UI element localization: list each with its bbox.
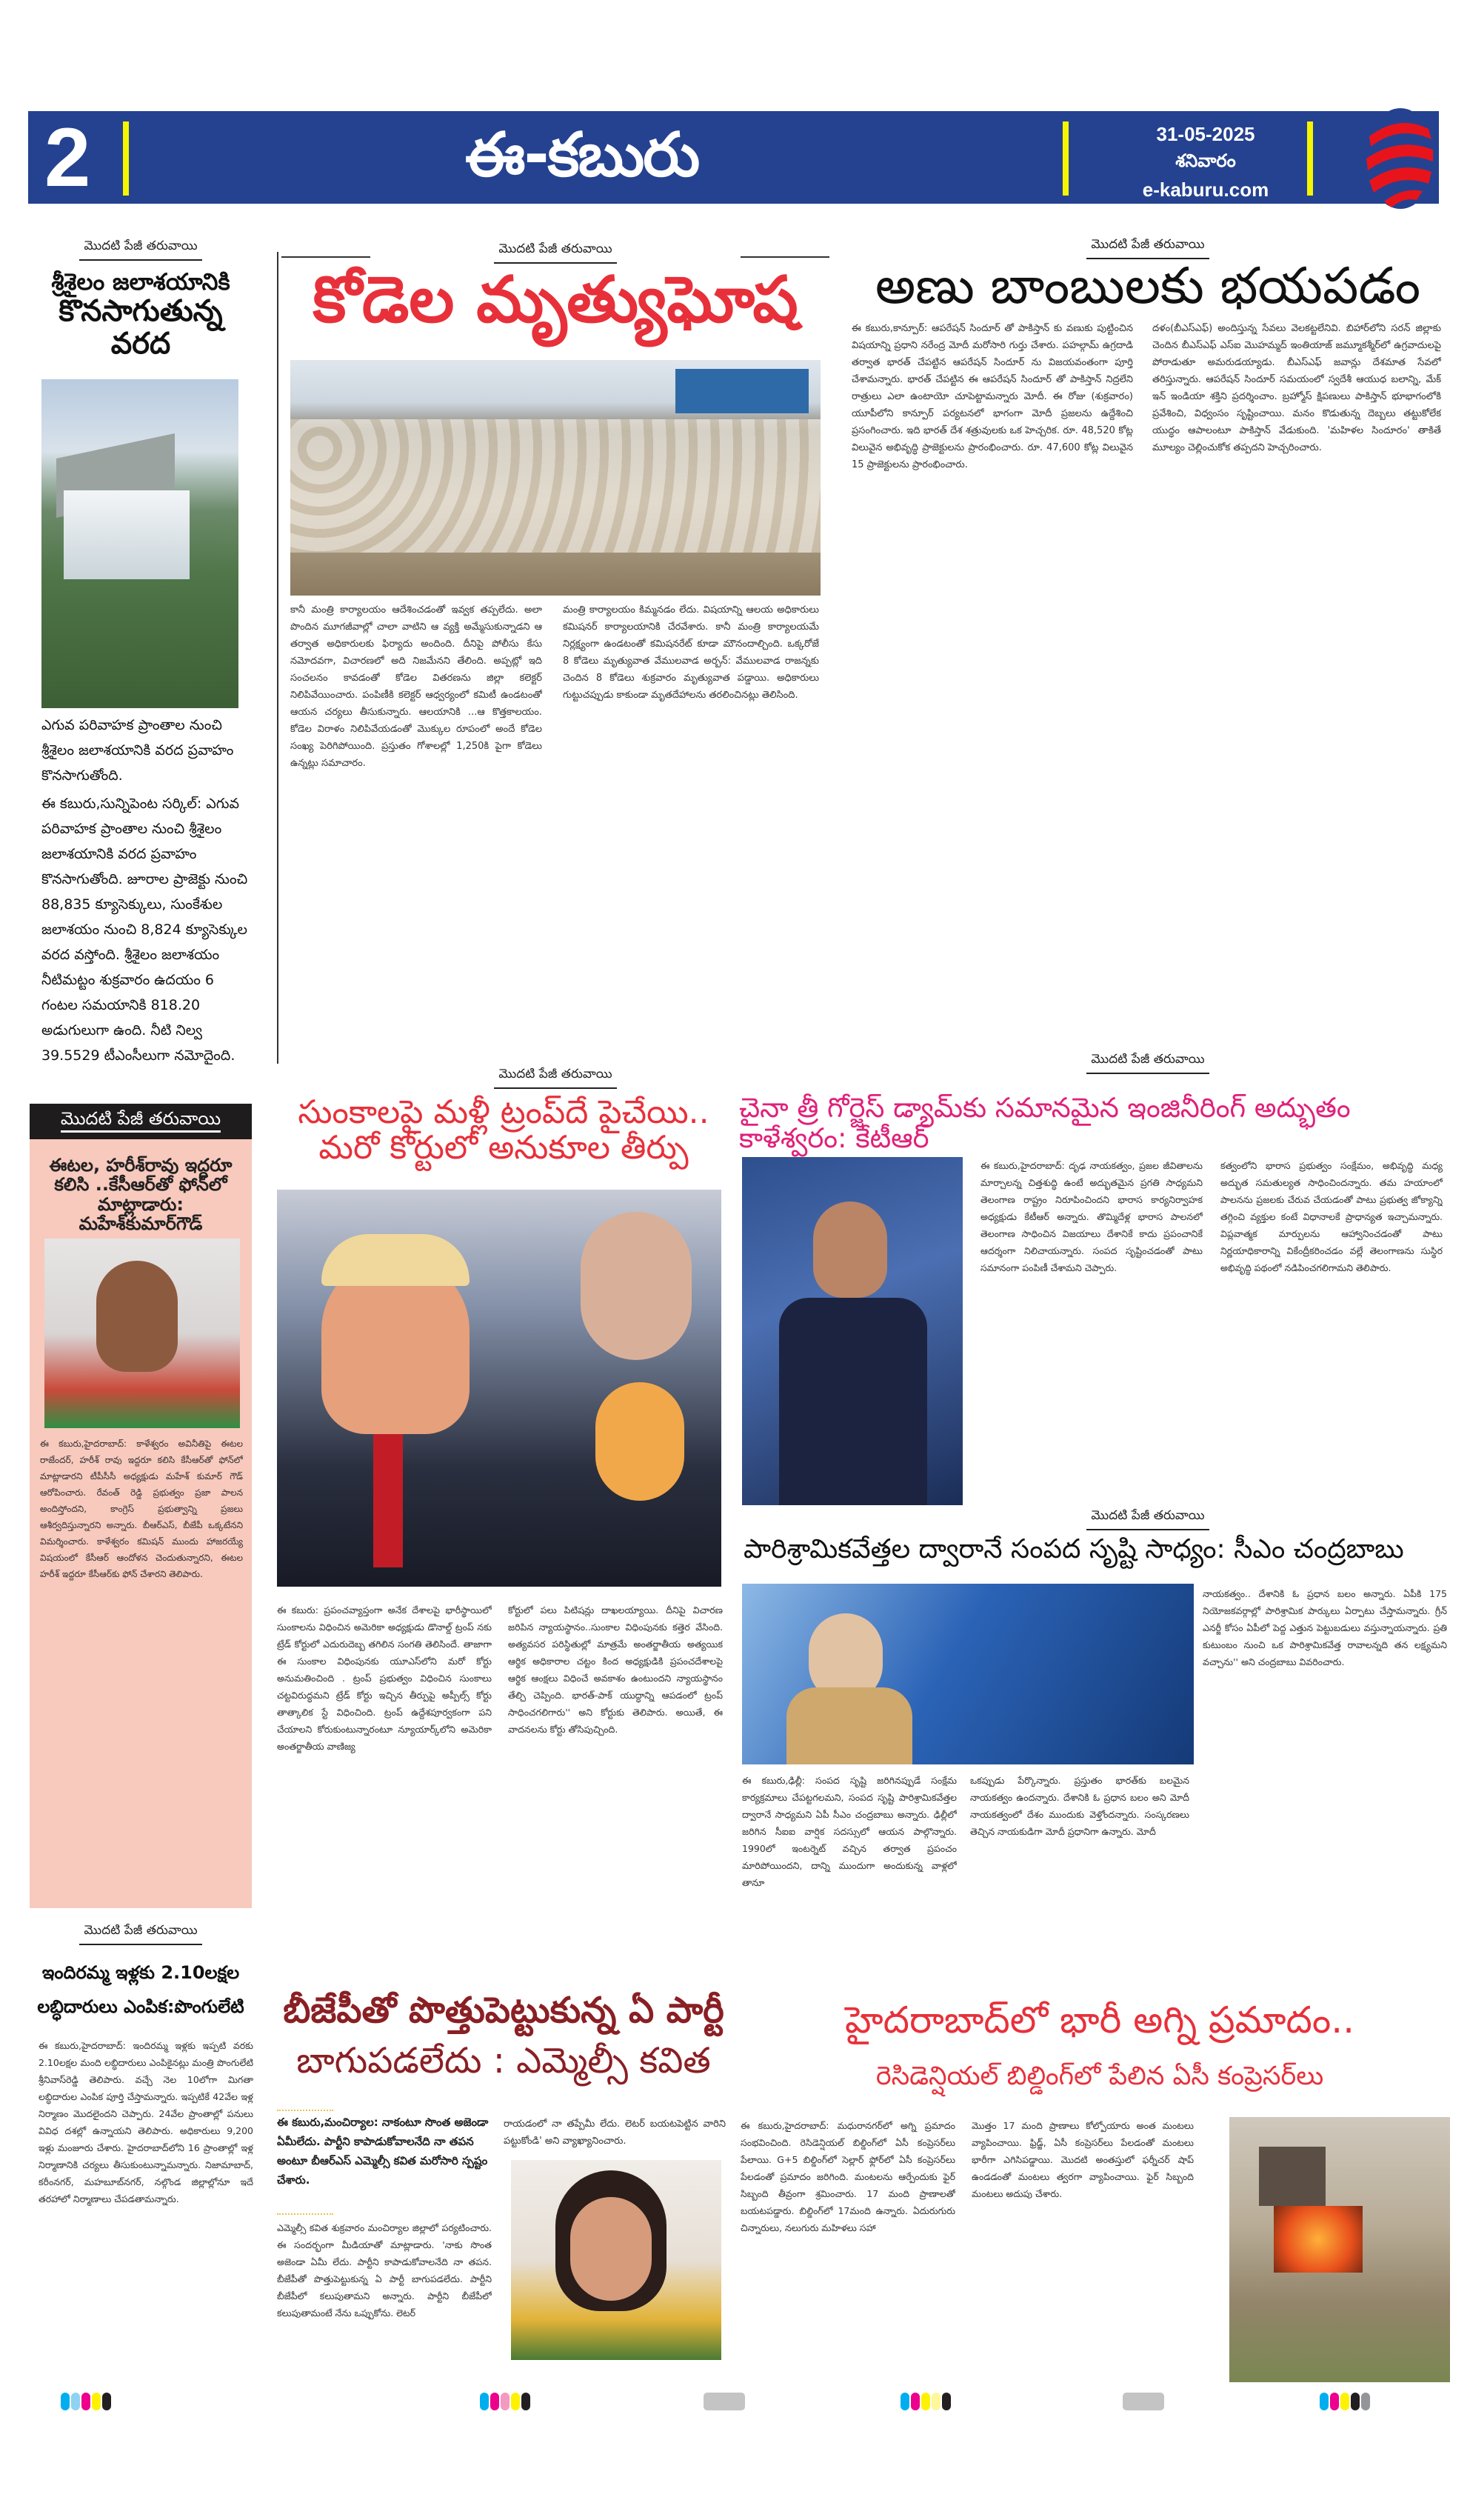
masthead-divider: [123, 121, 129, 196]
kicker-row: మొదటి పేజీ తరువాయి: [844, 1508, 1451, 1530]
headline: శ్రీశైలం జలాశయానికి కొనసాగుతున్న వరద: [51, 269, 230, 361]
article-column: మంత్రి కార్యాలయం కిమ్మనడం లేదు. విషయాన్ని ఆలయ అధికారులు కమిషనర్ కార్యాలయానికి చేరవేశారు. కానీ మంత్రి కార్యాలయమే నిర్లక్ష్యంగా ఉండటంతో కమిషనరేట్ కూడా మౌనందాల్చింది. ఒక్కరోజే 8 కోడెలు మృత్యువాత వేములవాడ అర్బన్: వేములవాడ రాజన్నకు చెందిన 8 కోడెలు శుక్రవారం మృత్యువాత పడ్డాయి. అధికారులు గుట్టుచప్పుడు కాకుండా మృతదేహాలను తరలించినట్లు తెలిసింది.: [563, 604, 819, 701]
article-column: ఎమ్మెల్సీ కవిత శుక్రవారం మంచిర్యాల జిల్లాలో పర్యటించారు. ఈ సందర్భంగా మీడియాతో మాట్లాడారు. 'నాకు సొంత అజెండా ఏమీ లేదు. పార్టీని కాపాడుకోవాలనేది నా తపన. బీజేపీతో పొత్తుపెట్టుకున్న ఏ పార్టీ బాగుపడలేదు. పార్టీని బీజేపీలో కలుపుతామని అన్నారు. పార్టీని బీజేపీలో కలుపుతామంటే నేను ఒప్పుకోను. లెటర్: [277, 2222, 492, 2319]
article-column: ఈ కబురు,హైదరాబాద్: మధురానగర్‌లో అగ్ని ప్రమాదం సంభవించింది. రెసిడెన్షియల్ బిల్డింగ్‌లో ఏసీ కంప్రెసర్‌లు పేలాయి. G+5 బిల్డింగ్‌లో సెల్లార్ ఫ్లోర్‌లో ఏసీ కంప్రెసర్‌లు పేలడంతో ప్రమాదం జరిగింది. మంటలను ఆర్పేందుకు ఫైర్ సిబ్బంది తీవ్రంగా శ్రమించారు. 17 మంది ప్రాణాలతో బయటపడ్డారు. బిల్డింగ్‌లో 17మంది ఉన్నారు. ఏదురుగురు చిన్నారులు, నలుగురు మహిళలు సహా: [741, 2120, 955, 2233]
article-kodelu-kicker: మొదటి పేజీ తరువాయి: [281, 241, 829, 264]
article-column: కత్వంలోని భారాస ప్రభుత్వం సంక్షేమం, అభివృద్ధి మధ్య అద్భుత సమతుల్యత సాధించిందన్నారు. తమ హయాంలో పాలనను ప్రజలకు చేరువ చేయడంతో పాటు ప్రభుత్వ జోక్యాన్ని తగ్గించి వ్యక్తుల కంటే విధానాలకే ప్రాధాన్యత ఇచ్చామన్నారు. విప్లవాత్మక మార్పులను ఆహ్వానించడంతో పాటు నిర్ణయాధికారాన్ని వికేంద్రీకరించడం వల్లే తెలంగాణను సుస్థిర అభివృద్ధి పథంలో నడిపించగలిగామని తెలిపారు.: [1220, 1160, 1443, 1273]
kicker-row: మొదటి పేజీ తరువాయి: [844, 1052, 1451, 1074]
divider: [277, 2213, 333, 2215]
article-srisailam: [30, 239, 252, 360]
issue-weekday: శనివారం: [1175, 151, 1236, 171]
frame-left: [277, 252, 278, 1064]
headline: హైదరాబాద్‌లో భారీ అగ్ని ప్రమాదం..: [845, 1999, 1354, 2041]
article-column: మొత్తం 17 మంది ప్రాణాలు కోల్పోయారు అంత మంటలు వ్యాపించాయి. ఫ్రిడ్జ్, ఏసీ కంప్రెసర్‌లు పేలడంతో మంటలు భారీగా ఎగిసిపడ్డాయి. మొదటి అంతస్తులో ఫర్నీచర్ షాప్ ఉండడంతో మంటలు త్వరగా వ్యాపించాయి. ఫైర్ సిబ్బంది మంటలు అదుపు చేశారు.: [972, 2120, 1194, 2199]
headline: అణు బాంబులకు భయపడం: [875, 257, 1421, 316]
page-number: 2: [44, 111, 91, 204]
subheadline: రెసిడెన్షియల్ బిల్డింగ్‌లో పేలిన ఏసీ కంప్రెసర్‌లు: [875, 2061, 1324, 2091]
headline: బీజేపీతో పొత్తుపెట్టుకున్న ఏ పార్టీ బాగుపడలేదు : ఎమ్మెల్సీ కవిత: [283, 1990, 724, 2081]
headline: సుంకాలపై మళ్లీ ట్రంప్‌దే పైచేయి.. మరో కోర్టులో అనుకూల తీర్పు: [298, 1093, 709, 1167]
masthead-divider: [1063, 121, 1069, 196]
kavitha-photo: [511, 2160, 721, 2360]
article-column: దళం(బీఎస్ఎఫ్) అందిస్తున్న సేవలు వెలకట్టలేనివి. బిహార్‌లోని సరన్ జిల్లాకు చెందిన బీఎస్ఎఫ్ ఎస్ఐ మొహమ్మద్ ఇంతియాజ్ జమ్మూకశ్మీర్‌లో ఉగ్రవాదులపై పోరాడుతూ అమరుడయ్యాడు. బీఎస్ఎఫ్ జవాన్లు దేశమాత సేవలో తరిస్తున్నారు. ఆపరేషన్ సిందూర్ సమయంలో స్వదేశీ ఆయుధ బలాన్ని, మేక్ ఇన్ ఇండియా శక్తిని ప్రదర్శించాం. బ్రహ్మోస్ క్షిపణులు పాకిస్తాన్ భూభాగంలోకి ప్రవేశించి, విధ్వంసం సృష్టించాయి. మనం కొడుతున్న దెబ్బలు తట్టుకోలేక యుద్ధం ఆపాలంటూ పాకిస్తాన్ వేడుకుంది. 'మహిళల సిందూరం' తాకితే మూల్యం చెల్లించుకోక తప్పదని హెచ్చరించారు.: [1152, 323, 1441, 453]
article-column: ఒకప్పుడు పేర్కొన్నారు. ప్రస్తుతం భారత్‌కు బలమైన నాయకత్వం ఉందన్నారు. దేశానికి ఓ ప్రధాన బలం అని మోదీ నాయకత్వంలో దేశం ముందుకు వెళ్తోందన్నారు. సంస్కరణలు తెచ్చిన నాయకుడిగా మోదీ ప్రధానిగా ఉన్నారు. మోదీ: [970, 1775, 1189, 1837]
masthead-divider: [1307, 121, 1313, 196]
kicker-row: మొదటి పేజీ తరువాయి: [281, 1067, 829, 1089]
article-mahesh: [30, 1139, 252, 1908]
print-color-marks: [61, 2393, 111, 2410]
divider: [277, 2110, 333, 2111]
print-color-marks: [901, 2393, 951, 2410]
article-lead: ఈ కబురు,మంచిర్యాల: నాకంటూ సొంత అజెండా ఏమీలేదు. పార్టీని కాపాడుకోవాలనేది నా తపన అంటూ బీఆర్ఎస్ ఎమ్మెల్సీ కవిత మరోసారి స్పష్టం చేశారు.: [277, 2116, 489, 2187]
headline: చైనా త్రీ గోర్జెస్ డ్యామ్‌కు సమానమైన ఇంజినీరింగ్ అద్భుతం కాళేశ్వరం: కేటీఆర్: [739, 1092, 1351, 1154]
website-link[interactable]: e-kaburu.com: [1142, 179, 1269, 201]
article-column: ఈ కబురు,కాన్పూర్: ఆపరేషన్ సిందూర్ తో పాకిస్తాన్ కు వణుకు పుట్టించిన విషయాన్ని ప్రధాని నరేంద్ర మోదీ మరోసారి గుర్తు చేశారు. పహల్గామ్ ఉగ్రదాడి తర్వాత భారత్ చేపట్టిన ఆపరేషన్ సిందూర్ ను విజయవంతంగా పూర్తి చేశామన్నారు. భారత్ చేపట్టిన ఈ ఆపరేషన్ సిందూర్ తో పాకిస్తాన్ నిద్రలేని రాత్రులు ఎలా ఉంటాయో చూపెట్టామన్నారు మోదీ. ఈ రోజు (శుక్రవారం) యూపీలోని కాన్పూర్ పర్యటనలో భాగంగా మోదీ ప్రజలను ఉద్దేశించి ప్రసంగించారు. ఇది భారత్ దేశ శత్రువులకు ఒక హెచ్చరిక. రూ. 48,520 కోట్ల విలువైన అభివృద్ధి ప్రాజెక్టులను ప్రారంభించారు. రూ. 47,600 కోట్ల విలువైన 15 ప్రాజెక్టులను ప్రారంభించారు.: [852, 323, 1133, 470]
print-color-marks: [480, 2393, 530, 2410]
headline: ఇందిరమ్మ ఇళ్లకు 2.10లక్షల లబ్ధిదారులు ఎంపిక:పొంగులేటి: [37, 1962, 244, 2017]
headline: కోడెల మృత్యుఘోష: [313, 263, 798, 337]
burning-building-photo: [1229, 2117, 1450, 2382]
ktr-speaking-photo: [742, 1157, 963, 1505]
article-srisailam-body: ఎగువ పరివాహక ప్రాంతాల నుంచి శ్రీశైలం జలాశయానికి వరద ప్రవాహం కొనసాగుతోంది. ఈ కబురు,సున్నిపెంట సర్కిల్: ఎగువ పరివాహక ప్రాంతాల నుంచి శ్రీశైలం జలాశయానికి వరద ప్రవాహం కొనసాగుతోంది. జూరాల ప్రాజెక్టు నుంచి 88,835 క్యూసెక్కులు, సుంకేశుల జలాశయం నుంచి 8,824 క్యూసెక్కుల వరద వస్తోంది. శ్రీశైలం జలాశయం నీటిమట్టం శుక్రవారం ఉదయం 6 గంటల సమయానికి 818.20 అడుగులుగా ఉంది. నీటి నిల్వ 39.5529 టీఎంసీలుగా నమోదైంది.: [41, 717, 248, 1064]
article-column: రాయడంలో నా తప్పేమీ లేదు. లెటర్ బయటపెట్టిన వారిని పట్టుకోండి' అని వ్యాఖ్యానించారు.: [504, 2119, 726, 2147]
article-column: కోర్టులో పలు పిటిషన్లు దాఖలయ్యాయి. దీనిపై విచారణ జరిపిన న్యాయస్థానం..సుంకాల విధింపునకు కత్తెర వేసింది. అత్యవసర పరిస్థితుల్లో మాత్రమే అంతర్జాతీయ అత్యయిక ఆర్థిక అధికారాల చట్టం కింద అధ్యక్షుడికి ప్రపంచదేశాలపై ఆర్థిక ఆంక్షలు విధించే అవకాశం ఉంటుందని న్యాయస్థానం తేల్చి చెప్పింది. భారత్-పాక్ యుద్ధాన్ని ఆపడంలో ట్రంప్ సాధించగలిగారు'' అని కోర్టుకు తెలిపారు. అయితే, ఈ వాదనలను కోర్టు తోసిపుచ్చింది.: [508, 1604, 723, 1735]
newspaper-title: ఈ-కబురు: [465, 120, 699, 190]
print-color-marks: [1320, 2393, 1370, 2410]
article-column: ఈ కబురు,ఢిల్లీ: సంపద సృష్టి జరిగినప్పుడే సంక్షేమ కార్యక్రమాలు చేపట్టగలమని, సంపద సృష్టి పారిశ్రామికవేత్తల ద్వారానే సాధ్యమని ఏపీ సీఎం చంద్రబాబు అన్నారు. ఢిల్లీలో జరిగిన సీఐఐ వార్షిక సదస్సులో ఆయన పాల్గొన్నారు. 1990లో ఇంటర్నెట్ వచ్చిన తర్వాత ప్రపంచం మారిపోయిందని, దాన్ని ముందుగా అందుకున్న వాళ్లలో తానూ: [742, 1775, 957, 1888]
dam-spillway-photo: [41, 379, 238, 708]
article-column: ఈ కబురు: ప్రపంచవ్యాప్తంగా అనేక దేశాలపై భారీస్థాయిలో సుంకాలను విధించిన అమెరికా అధ్యక్షుడు డొనాల్డ్ ట్రంప్ నకు ట్రేడ్ కోర్టులో ఎదురుదెబ్బ తగిలిన సంగతి తెలిసిందే. తాజాగా ఈ సుంకాల విధింపునకు యూఎస్‌లోని మరో కోర్టు అనుమతించింది . ట్రంప్ ప్రభుత్వం విధించిన సుంకాలు చట్టవిరుద్ధమని ట్రేడ్ కోర్టు ఇచ్చిన తీర్పుపై అప్పీల్స్ కోర్టు తాత్కాలిక స్టే విధించింది. ట్రంప్ ఉద్దేశపూర్వకంగా పని చేయాలని కోరుకుంటున్నారంటూ న్యూయార్క్‌లోని అమెరికా అంతర్జాతీయ వాణిజ్య: [277, 1604, 492, 1752]
headline: పారిశ్రామికవేత్తల ద్వారానే సంపద సృష్టి సాధ్యం: సీఎం చంద్రబాబు: [744, 1534, 1404, 1564]
kicker-row: మొదటి పేజీ తరువాయి: [30, 1923, 252, 1945]
article-anu-kicker: మొదటి పేజీ తరువాయి: [844, 237, 1451, 259]
article-column: ఈ కబురు,హైదరాబాద్: కాళేశ్వరం అవినీతిపై ఈటల రాజేందర్, హరీశ్ రావు ఇద్దరూ కలిసి కేసీఆర్‌తో ఫోన్‌లో మాట్లాడారని టీపీసీసీ అధ్యక్షుడు మహేశ్ కుమార్ గౌడ్ ఆరోపించారు. రేవంత్ రెడ్డి ప్రభుత్వం ప్రజా పాలన అందిస్తోందని, కాంగ్రెస్ ప్రభుత్వాన్ని ప్రజలు ఆశీర్వదిస్తున్నారని అన్నారు. బీఆర్ఎస్, బీజేపీ ఒక్కటేనని విమర్శించారు. కాళేశ్వరం కమిషన్ ముందు హాజరయ్యే విషయంలో కేసీఆర్ ఆందోళన చెందుతున్నారని, ఈటల హరీశ్ ఇద్దరూ కేసీఆర్‌కు ఫోన్ చేశారని తెలిపారు.: [40, 1439, 243, 1579]
mahesh-kumar-goud-photo: [44, 1239, 240, 1428]
article-column: ఈ కబురు,హైదరాబాద్: ఇందిరమ్మ ఇళ్లకు ఇప్పటి వరకు 2.10లక్షల మంది లబ్ధిదారులు ఎంపికైనట్లు మంత్రి పొంగులేటి శ్రీనివాస్‌రెడ్డి తెలిపారు. వచ్చే నెల 10లోగా మిగతా లబ్ధిదారుల ఎంపిక పూర్తి చేస్తామన్నారు. ఇప్పటికే 42వేల ఇళ్ల నిర్మాణం మొదలైందని చెప్పారు. 24వేల ప్రాంతాల్లో పనులు వివిధ దశల్లో ఉన్నాయని తెలిపారు. అధికారులు 9,200 ఇళ్లు మంజూరు చేశారు. హైదరాబాద్‌లోని 16 ప్రాంతాల్లో ఇళ్ల నిర్మాణానికి చర్యలు తీసుకుంటున్నామన్నారు. నిజామాబాద్, కరీంనగర్, మహబూబ్‌నగర్, నల్గొండ జిల్లాల్లోనూ ఇదే తరహాలో నిర్మాణాలు చేపడతామన్నారు.: [39, 2040, 253, 2204]
issue-date: 31-05-2025: [1156, 123, 1255, 145]
print-grey-patch: [704, 2393, 745, 2410]
article-column: నాయకత్వం.. దేశానికి ఓ ప్రధాన బలం అన్నారు. ఏపీకి 175 నియోజకవర్గాల్లో పారిశ్రామిక పార్కులు ఏర్పాటు చేస్తామన్నారు. గ్రీన్ ఎనర్జీ కోసం ఏపీలో పెద్ద ఎత్తున పెట్టుబడులు వస్తున్నాయన్నారు. ప్రతి కుటుంబం నుంచి ఒక పారిశ్రామికవేత్త రావాలన్నది తన లక్ష్యమని వచ్చాను'' అని చంద్రబాబు వివరించారు.: [1203, 1588, 1447, 1667]
trump-meeting-photo: [277, 1190, 721, 1587]
section-kicker: మొదటి పేజీ తరువాయి: [30, 239, 252, 261]
masthead: [28, 111, 1439, 204]
newspaper-logo-icon: [1354, 107, 1436, 210]
cattle-shed-photo: [290, 360, 821, 596]
masthead-date-block: [1117, 121, 1294, 203]
headline: ఈటల, హరీశ్‌రావు ఇద్దరూ కలిసి ..కేసీఆర్‌తో ఫోన్‌లో మాట్లాడారు: మహేశ్‌కుమార్‌గౌడ్: [49, 1155, 233, 1235]
kicker-banner: మొదటి పేజీ తరువాయి: [30, 1104, 252, 1139]
print-grey-patch: [1123, 2393, 1164, 2410]
article-column: కానీ మంత్రి కార్యాలయం ఆదేశించడంతో ఇవ్వక తప్పలేదు. అలా పొందిన మూగజీవాల్లో చాలా వాటిని ఆ వ్యక్తి అమ్మేసుకున్నాడని ఆ తర్వాత అధికారులకు ఫిర్యాదు అందింది. దీనిపై పోలీసు కేసు నమోదవగా, విచారణలో అది నిజమేనని తేలింది. అప్పట్లో ఇది సంచలనం కావడంతో కోడెల వితరణను జిల్లా కలెక్టర్ నిలిపివేయించారు. పంపిణీకి కలెక్టర్ ఆధ్వర్యంలో కమిటీ ఉండటంతో ఆయన చర్యలు తీసుకున్నారు. ఆలయానికి ...ఆ కొత్తకాలయం. కోడెల విరాళం నిలిపివేయడంతో మొక్కుల రూపంలో అందే కోడెల సంఖ్య పెరిగిపోయింది. ప్రస్తుతం గోశాలల్లో 1,250కి పైగా కోడెలు ఉన్నట్లు సమాచారం.: [290, 604, 542, 769]
article-column: ఈ కబురు,హైదరాబాద్: దృఢ నాయకత్వం, ప్రజల జీవితాలను మార్చాలన్న చిత్తశుద్ధి ఉంటే అద్భుతమైన ప్రగతి సాధ్యమని తెలంగాణ రాష్ట్రం నిరూపించిందని భారాస కార్యనిర్వాహక అధ్యక్షుడు కేటీఆర్ అన్నారు. తొమ్మిదేళ్ల భారాస పాలనలో తెలంగాణ సాధించిన విజయాలు దేశానికే కాదు ప్రపంచానికే ఆదర్శంగా నిలిచాయన్నారు. సంపద సృష్టించడంతో పాటు సమానంగా పంపిణీ చేశామని చెప్పారు.: [980, 1160, 1203, 1273]
chandrababu-summit-photo: [742, 1584, 1194, 1764]
